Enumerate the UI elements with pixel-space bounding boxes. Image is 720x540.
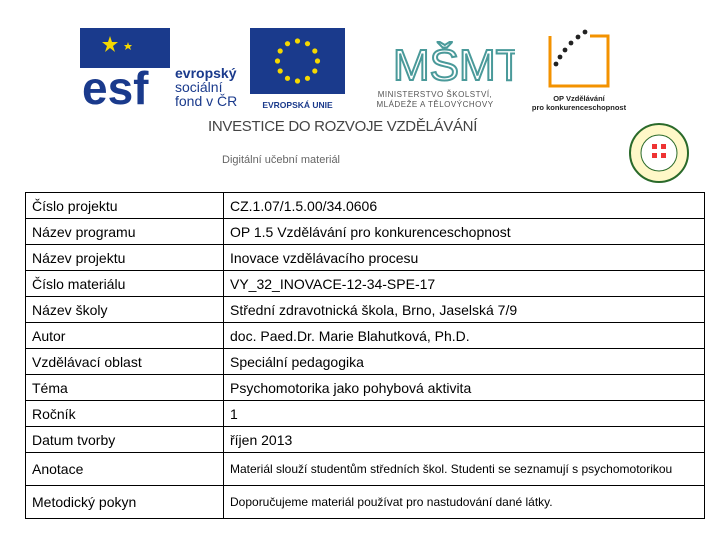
esf-line-3: fond v ČR — [175, 93, 238, 109]
row-label: Název projektu — [26, 245, 224, 271]
row-label: Autor — [26, 323, 224, 349]
row-value: doc. Paed.Dr. Marie Blahutková, Ph.D. — [224, 323, 705, 349]
eu-star — [295, 38, 300, 43]
row-label: Název programu — [26, 219, 224, 245]
esf-mark — [80, 28, 170, 108]
msmt-mark-text: MŠMT — [393, 41, 515, 88]
table-row — [26, 486, 705, 519]
op-line-2: pro konkurenceschopnost — [531, 103, 627, 112]
row-label: Číslo projektu — [26, 193, 224, 219]
row-value: Speciální pedagogika — [224, 349, 705, 375]
table-row — [26, 297, 705, 323]
esf-mark-text: esf — [82, 62, 149, 108]
row-value: VY_32_INOVACE-12-34-SPE-17 — [224, 271, 705, 297]
eu-star — [315, 58, 320, 63]
eu-star — [278, 68, 283, 73]
esf-logo — [80, 28, 240, 112]
msmt-mark-icon — [355, 28, 515, 88]
row-value: Psychomotorika jako pohybová aktivita — [224, 375, 705, 401]
op-line-1: OP Vzdělávání — [553, 94, 605, 103]
school-seal-icon — [628, 122, 690, 184]
eu-star — [305, 76, 310, 81]
msmt-logo — [355, 28, 515, 112]
table-row — [26, 271, 705, 297]
row-label: Téma — [26, 375, 224, 401]
eu-star — [312, 68, 317, 73]
table-row — [26, 323, 705, 349]
eu-star — [275, 58, 280, 63]
page-subtitle: Digitální učební materiál — [222, 154, 341, 166]
row-value: Střední zdravotnická škola, Brno, Jaselská 7/9 — [224, 297, 705, 323]
table-row — [26, 401, 705, 427]
project-info-table — [25, 192, 705, 519]
table-row — [26, 193, 705, 219]
op-mark-icon — [520, 24, 638, 94]
eu-star — [285, 76, 290, 81]
esf-wordmark — [175, 66, 237, 108]
table-row — [26, 453, 705, 486]
op-caption — [520, 94, 638, 112]
eu-flag-icon — [250, 28, 345, 96]
table-row — [26, 375, 705, 401]
eu-star — [285, 41, 290, 46]
msmt-caption — [355, 90, 515, 110]
logo-bar — [80, 24, 640, 114]
row-value: Doporučujeme materiál používat pro nastudování dané látky. — [224, 486, 705, 519]
eu-star — [278, 48, 283, 53]
eu-star — [312, 48, 317, 53]
msmt-line-2: MLÁDEŽE A TĚLOVÝCHOVY — [376, 100, 494, 109]
row-value: CZ.1.07/1.5.00/34.0606 — [224, 193, 705, 219]
table-row — [26, 219, 705, 245]
table-row — [26, 349, 705, 375]
msmt-line-1: MINISTERSTVO ŠKOLSTVÍ, — [377, 90, 493, 99]
row-label: Metodický pokyn — [26, 486, 224, 519]
row-value: Inovace vzdělávacího procesu — [224, 245, 705, 271]
row-value: OP 1.5 Vzdělávání pro konkurenceschopnost — [224, 219, 705, 245]
row-label: Anotace — [26, 453, 224, 486]
investice-banner: INVESTICE DO ROZVOJE VZDĚLÁVÁNÍ — [208, 118, 478, 135]
eu-star — [295, 78, 300, 83]
eu-logo — [250, 28, 345, 112]
table-row — [26, 245, 705, 271]
eu-star — [305, 41, 310, 46]
table-row — [26, 427, 705, 453]
row-label: Datum tvorby — [26, 427, 224, 453]
eu-caption: EVROPSKÁ UNIE — [262, 100, 333, 110]
row-value: 1 — [224, 401, 705, 427]
op-logo — [520, 24, 635, 114]
row-value: Materiál slouží studentům středních škol. Studenti se seznamují s psychomotorikou — [224, 453, 705, 486]
row-label: Název školy — [26, 297, 224, 323]
row-label: Ročník — [26, 401, 224, 427]
row-value: říjen 2013 — [224, 427, 705, 453]
row-label: Číslo materiálu — [26, 271, 224, 297]
esf-line-1: evropský — [175, 65, 237, 81]
esf-line-2: sociální — [175, 79, 223, 95]
row-label: Vzdělávací oblast — [26, 349, 224, 375]
